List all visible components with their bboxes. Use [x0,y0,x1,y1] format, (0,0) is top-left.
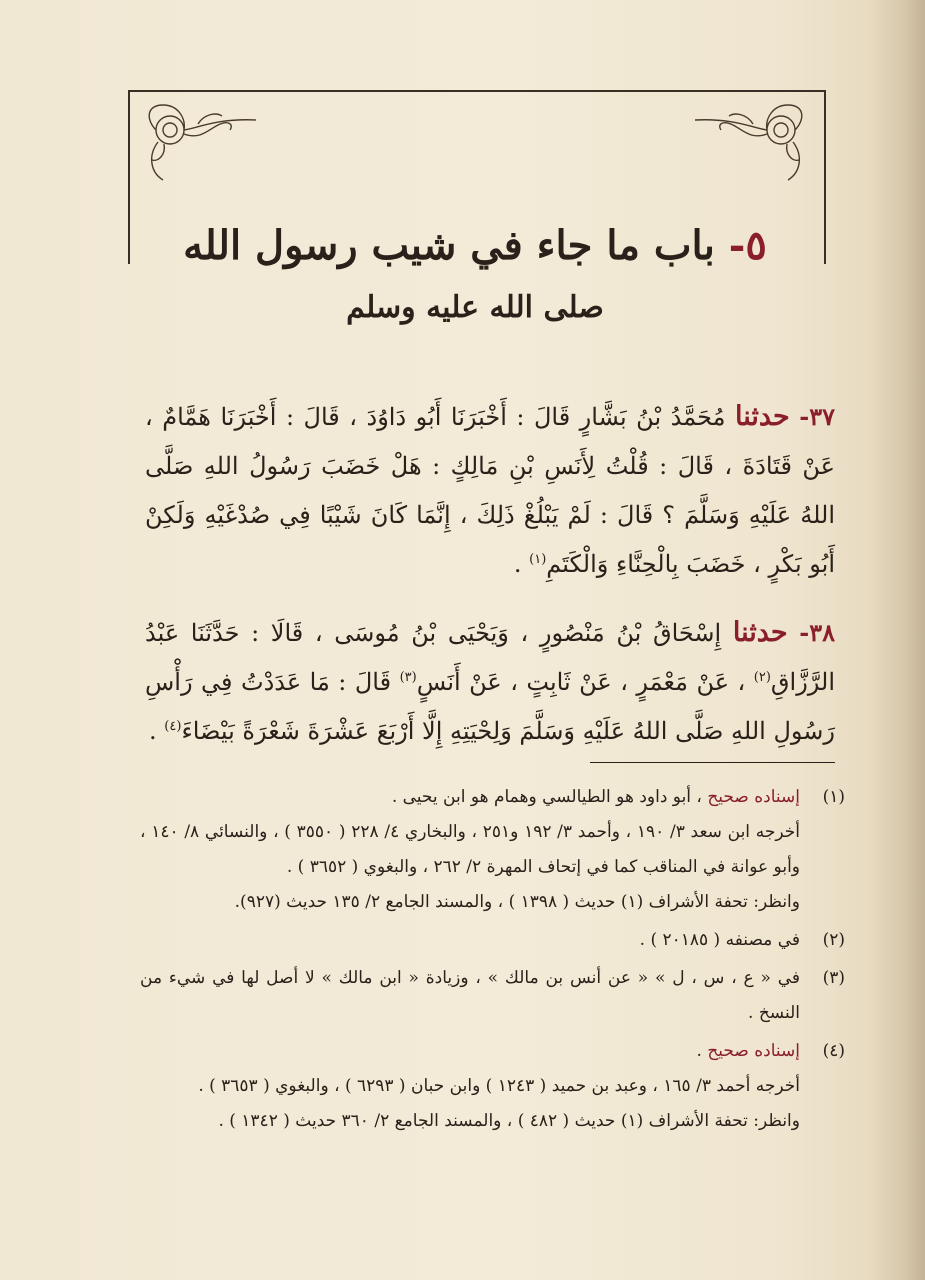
chapter-subtitle: صلى الله عليه وسلم [346,290,604,325]
footnote-text: ، أبو داود هو الطيالسي وهمام هو ابن يحيى . [391,787,708,807]
footnote-line: أخرجه ابن سعد ٣/ ١٩٠ ، وأحمد ٣/ ١٩٢ و٢٥١ ، والبخاري ٤/ ٢٢٨ ( ٣٥٥٠ ) ، والنسائي ٨/ ١٤٠ ، وأبو عوانة في المناقب كما في إتحاف المهرة ٢/ ٢٦٢ ، والبغوي ( ٣٦٥٢ ) . [140,822,800,877]
corner-ornament-left [138,100,263,185]
hadith-text: مُحَمَّدُ بْنُ بَشَّارٍ قَالَ : أَخْبَرَنَا أَبُو دَاوُدَ ، قَالَ : أَخْبَرَنَا هَمَّامٌ ، عَنْ قَتَادَةَ ، قَالَ : قُلْتُ لِأَنَسِ بْنِ مَالِكٍ : هَلْ خَضَبَ رَسُولُ اللهِ صَلَّى اللهُ عَلَيْهِ وَسَلَّمَ ؟ قَالَ : لَمْ يَبْلُغْ ذَلِكَ ، إِنَّمَا كَانَ شَيْبًا فِي صُدْغَيْهِ وَلَكِنْ أَبُو بَكْرٍ ، خَضَبَ بِالْحِنَّاءِ وَالْكَتَمِ [145,403,835,578]
footnote-number: (٣) [822,968,845,988]
footnote-grade: إسناده صحيح [707,787,800,807]
footnote-line: أخرجه أحمد ٣/ ١٦٥ ، وعبد بن حميد ( ١٢٤٣ ) وابن حبان ( ٦٢٩٣ ) ، والبغوي ( ٣٦٥٣ ) . [198,1076,800,1096]
footnote-grade: إسناده صحيح [707,1041,800,1061]
footnote-text: في « ع ، س ، ل » « عن أنس بن مالك » ، وزيادة « ابن مالك » لا أصل لها في شيء من النسخ . [140,968,800,1023]
footnote-ref[interactable]: (٤) [164,719,182,734]
footnote-number: (٢) [822,930,845,950]
hadith-text-a: إِسْحَاقُ بْنُ مَنْصُورٍ ، وَيَحْيَى بْنُ مُوسَى ، قَالَا : حَدَّثَنَا عَبْدُ الرَّزَّاقِ [145,619,836,696]
hadith-37 [145,392,835,589]
hadith-opener: حدثنا [732,617,788,648]
hadith-text-c: قَالَ : مَا عَدَدْتُ فِي رَأْسِ رَسُولِ اللهِ صَلَّى اللهُ عَلَيْهِ وَسَلَّمَ وَلِحْيَتِهِ إِلَّا أَرْبَعَ عَشْرَةَ شَعْرَةً بَيْضَاءَ [145,668,835,745]
footnote-number: (١) [822,787,845,807]
hadith-number: ٣٨- [799,618,835,647]
hadith-opener: حدثنا [734,401,790,432]
hadith-number: ٣٧- [799,402,835,431]
footnote-3 [140,961,845,1031]
chapter-title [150,222,800,269]
corner-ornament-right [688,100,813,185]
footnote-line: وانظر: تحفة الأشراف (١) حديث ( ١٣٩٨ ) ، والمسند الجامع ٢/ ١٣٥ حديث (٩٢٧). [234,892,800,912]
footnote-ref[interactable]: (١) [529,552,547,567]
chapter-number: ٥- [728,222,767,269]
footnote-4 [140,1034,845,1139]
footnote-line: وانظر: تحفة الأشراف (١) حديث ( ٤٨٢ ) ، والمسند الجامع ٢/ ٣٦٠ حديث ( ١٣٤٢ ) . [218,1111,800,1131]
footnote-number: (٤) [822,1041,845,1061]
chapter-title-text: باب ما جاء في شيب رسول الله [183,222,715,269]
footnote-text: في مصنفه ( ٢٠١٨٥ ) . [639,930,800,950]
footnote-ref[interactable]: (٢) [753,670,771,685]
footnote-2 [140,923,845,958]
hadith-38 [145,608,835,756]
hadith-text-b: ، عَنْ مَعْمَرٍ ، عَنْ ثَابِتٍ ، عَنْ أَنَسٍ [416,668,754,696]
page-edge-shadow [870,0,925,1280]
footnote-1 [140,780,845,920]
hadith-end: . [513,550,530,578]
footnote-ref[interactable]: (٣) [399,670,417,685]
footnote-text: . [696,1041,708,1061]
footnote-divider [590,762,835,763]
footnotes [140,780,845,1142]
hadith-end: . [149,717,165,745]
